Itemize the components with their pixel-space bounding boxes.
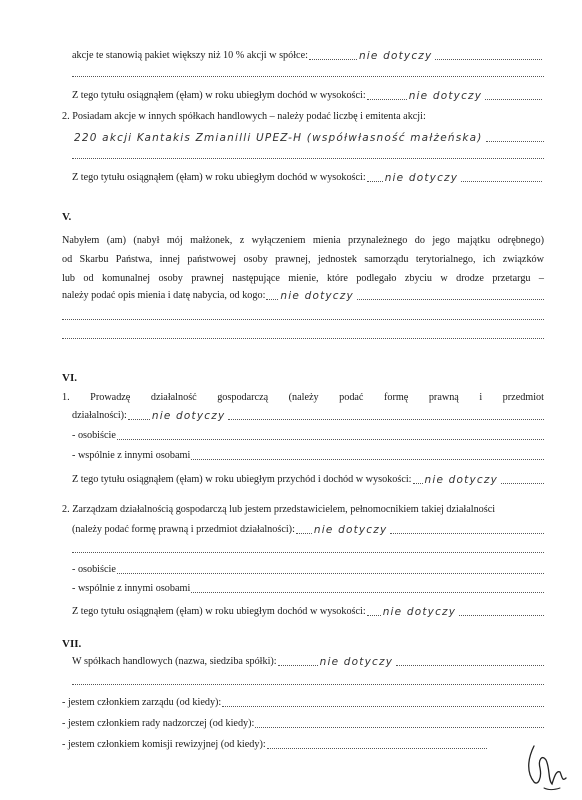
companies-line (72, 656, 544, 668)
activity-value: nie dotyczy (151, 410, 226, 422)
audit-label: - jestem członkiem komisji rewizyjnej (od kiedy): (62, 739, 266, 750)
income-label-4: Z tego tytułu osiągnąłem (ęłam) w roku ubiegłym dochód w wysokości: (72, 606, 366, 617)
personal-line-1 (72, 430, 544, 442)
shares-10-percent-value: nie dotyczy (358, 50, 433, 62)
blank-line (62, 338, 544, 339)
income-value-1: nie dotyczy (408, 90, 483, 102)
income-line-1 (72, 90, 542, 102)
blank-line (72, 552, 544, 553)
blank-line (72, 684, 544, 685)
audit-line (62, 739, 544, 751)
other-shares-label: 2. Posiadam akcje w innych spółkach handlowych – należy podać liczbę i emitenta akcji: (62, 111, 426, 122)
personal-label-2: - osobiście (72, 564, 116, 575)
manage-label: 2. Zarządzam działalnością gospodarczą lub jestem przedstawicielem, pełnomocnikiem takiej działalności (62, 504, 496, 515)
section-5-line-4 (62, 290, 544, 302)
section-5-line-1: Nabyłem (am) (nabył mój małżonek, z wyłączeniem mienia przynależnego do jego majątku odrębnego) (62, 235, 544, 246)
blank-line (62, 319, 544, 320)
section-6-heading: VI. (62, 372, 77, 384)
income-label-3: Z tego tytułu osiągnąłem (ęłam) w roku ubiegłym przychód i dochód w wysokości: (72, 474, 412, 485)
section-5-line-3: lub od komunalnej osoby prawnej następujące mienie, które podlegało zbyciu w drodze przetargu – (62, 273, 544, 284)
shares-10-percent-label: akcje te stanowią pakiet większy niż 10 % akcji w spółce: (72, 50, 308, 61)
personal-label-1: - osobiście (72, 430, 116, 441)
section-5-heading: V. (62, 211, 72, 223)
income-value-3: nie dotyczy (424, 474, 499, 486)
section-5-value: nie dotyczy (280, 290, 354, 302)
supervisory-line (62, 718, 544, 730)
income-value-4: nie dotyczy (382, 606, 457, 618)
companies-value: nie dotyczy (319, 656, 394, 668)
section-5-line-2: od Skarbu Państwa, innej państwowej osoby prawnej, jednostek samorządu terytorialnego, ich związków (62, 254, 544, 265)
section-6-item-1-line-2 (72, 410, 544, 422)
joint-line-1 (72, 450, 544, 462)
joint-label-1: - wspólnie z innymi osobami (72, 450, 191, 461)
section-6-item-2-line-2 (72, 524, 544, 536)
activity-label: działalności): (72, 410, 127, 421)
section-6-item-1-line-1: 1. Prowadzę działalność gospodarczą (należy podać formę prawną i przedmiot (62, 392, 544, 403)
other-shares-value-line (72, 132, 544, 144)
joint-line-2 (72, 583, 544, 595)
other-shares-line (62, 111, 544, 123)
income-line-3 (72, 474, 544, 486)
supervisory-label: - jestem członkiem rady nadzorczej (od kiedy): (62, 718, 255, 729)
income-label-2: Z tego tytułu osiągnąłem (ęłam) w roku ubiegłym dochód w wysokości: (72, 172, 366, 183)
section-5-last-label: należy podać opis mienia i datę nabycia, od kogo: (62, 290, 266, 301)
income-value-2: nie dotyczy (384, 172, 459, 184)
section-7-heading: VII. (62, 638, 82, 650)
manage-form-label: (należy podać formę prawną i przedmiot działalności): (72, 524, 295, 535)
other-shares-value: 220 akcji Kantakis Zmianilli UPEZ-H (współwłasność małżeńska) (74, 132, 483, 144)
manage-form-value: nie dotyczy (313, 524, 388, 536)
shares-10-percent-line (72, 50, 542, 62)
blank-line (72, 76, 544, 77)
blank-line (72, 158, 544, 159)
income-line-4 (72, 606, 544, 618)
section-6-item-2-line-1 (62, 504, 544, 516)
companies-label: W spółkach handlowych (nazwa, siedziba spółki): (72, 656, 277, 667)
board-line (62, 697, 544, 709)
income-label-1: Z tego tytułu osiągnąłem (ęłam) w roku ubiegłym dochód w wysokości: (72, 90, 366, 101)
income-line-2 (72, 172, 542, 184)
handwritten-signature-icon (520, 738, 570, 794)
personal-line-2 (72, 564, 544, 576)
joint-label-2: - wspólnie z innymi osobami (72, 583, 191, 594)
board-label: - jestem członkiem zarządu (od kiedy): (62, 697, 222, 708)
